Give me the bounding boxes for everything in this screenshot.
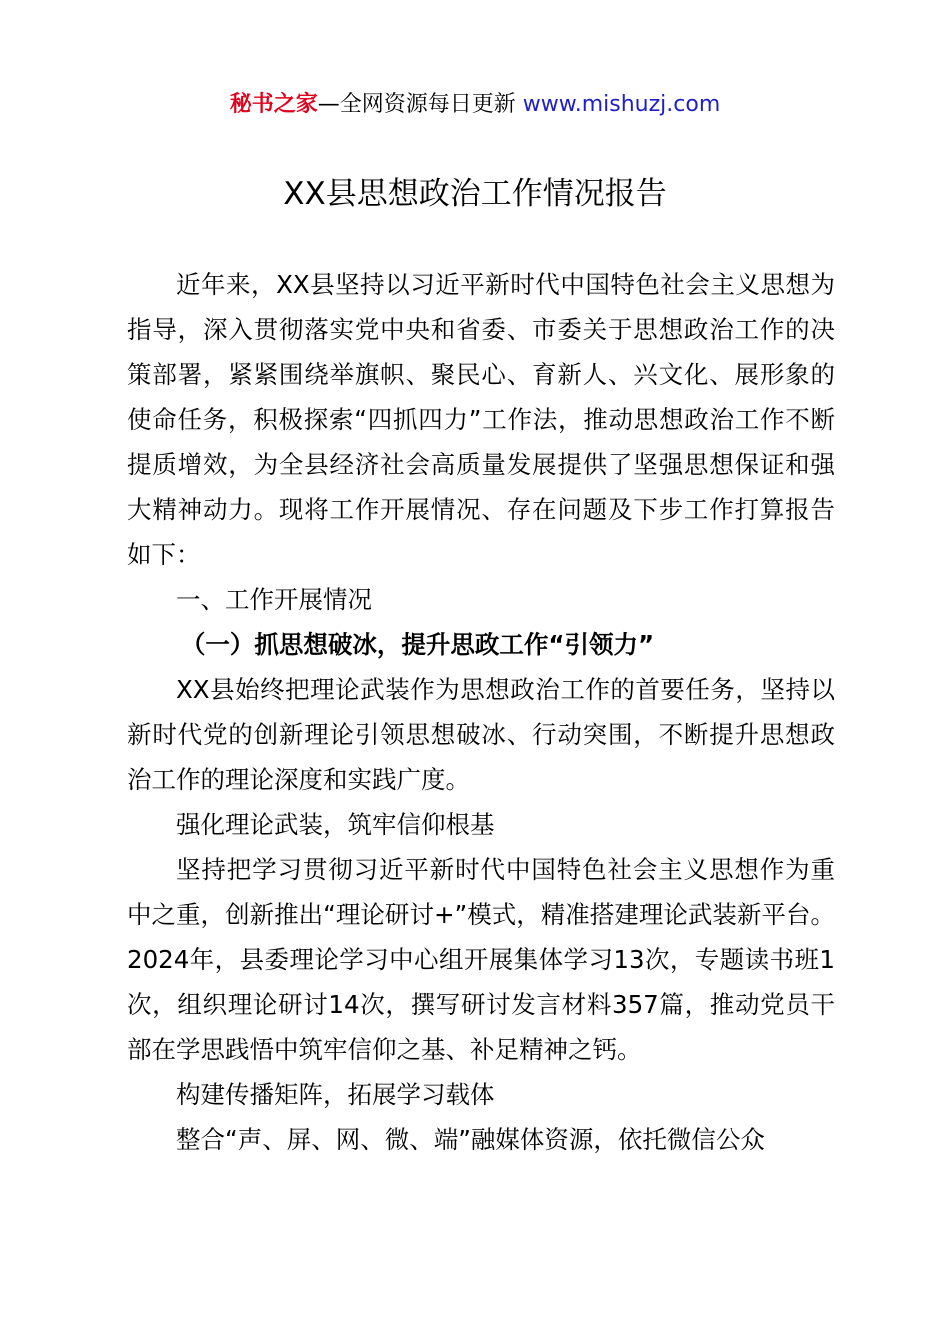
header-slogan: —全网资源每日更新 xyxy=(317,92,523,117)
topic-heading: 构建传播矩阵，拓展学习载体 xyxy=(176,1080,495,1109)
intro-paragraph: 近年来，XX县坚持以习近平新时代中国特色社会主义思想为指导，深入贯彻落实党中央和省委、市委关于思想政治工作的决策部署，紧紧围绕举旗帜、聚民心、育新人、兴文化、展形象的使命任务，积极探索“四抓四力”工作法，推动思想政治工作不断提质增效，为全县经济社会高质量发展提供了坚强思想保证和强大精神动力。现将工作开展情况、存在问题及下步工作打算报告如下： xyxy=(127,270,835,569)
topic-heading: 强化理论武装，筑牢信仰根基 xyxy=(176,810,495,839)
body-paragraph: 整合“声、屏、网、微、端”融媒体资源，依托微信公众 xyxy=(176,1125,765,1154)
brand-name: 秘书之家 xyxy=(229,92,318,117)
document-title: XX县思想政治工作情况报告 xyxy=(283,176,667,212)
site-header xyxy=(0,88,950,122)
section-heading: 一、工作开展情况 xyxy=(176,585,372,614)
site-url-link[interactable]: www.mishuzj.com xyxy=(522,92,721,117)
body-paragraph: XX县始终把理论武装作为思想政治工作的首要任务，坚持以新时代党的创新理论引领思想破冰、行动突围，不断提升思想政治工作的理论深度和实践广度。 xyxy=(127,675,835,794)
subsection-heading: （一）抓思想破冰，提升思政工作“引领力” xyxy=(180,630,655,659)
body-paragraph: 坚持把学习贯彻习近平新时代中国特色社会主义思想作为重中之重，创新推出“理论研讨+”模式，精准搭建理论武装新平台。2024年，县委理论学习中心组开展集体学习13次，专题读书班1次，组织理论研讨14次，撰写研讨发言材料357篇，推动党员干部在学思践悟中筑牢信仰之基、补足精神之钙。 xyxy=(127,855,835,1064)
document-body xyxy=(127,262,835,1162)
